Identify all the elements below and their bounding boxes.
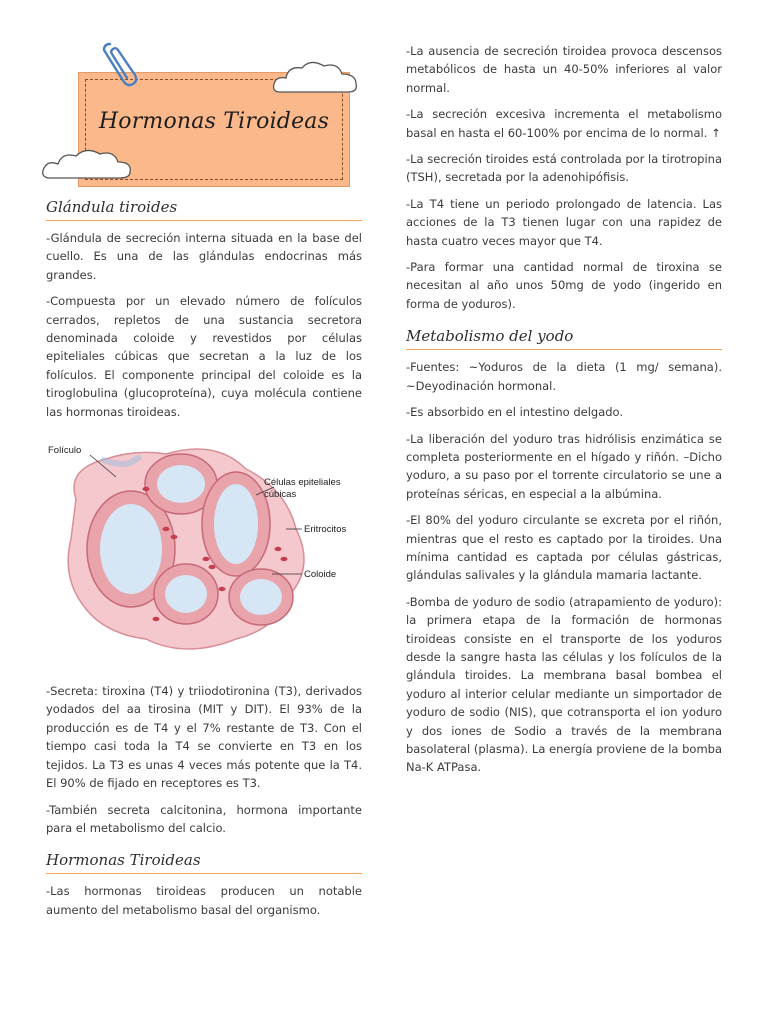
cloud-icon [270, 58, 362, 98]
paragraph: -Las hormonas tiroideas producen un notable aumento del metabolismo basal del organismo. [46, 884, 362, 917]
thyroid-follicle-figure [46, 429, 362, 664]
colloid-shape [240, 579, 282, 615]
right-column [406, 42, 722, 785]
label-celulas-2: cúbicas [264, 489, 297, 501]
paragraph: -Secreta: tiroxina (T4) y triiodotironina (T3), derivados yodados del aa tirosina (MIT y DIT). El 93% de la producción es de T4 y el 7% restante de T3. Con el tiempo casi toda la T4 se convierte en T3 en los tejidos. La T3 es unas 4 veces más potente que la T4. El 90% de fijado en receptores es T3. [46, 684, 362, 791]
section-heading-glandula: Glándula tiroides [46, 198, 362, 221]
paragraph: -Glándula de secreción interna situada en la base del cuello. Es una de las glándulas endocrinas más grandes. [46, 231, 362, 282]
left-column [46, 198, 362, 927]
paragraph: -El 80% del yoduro circulante se excreta por el riñón, mientras que el resto es captado por la tiroides. Una mínima cantidad es captada por células gástricas, glándulas salivales y la glándula mamaria lactante. [406, 513, 722, 583]
paragraph: -Para formar una cantidad normal de tiroxina se necesitan al año unos 50mg de yodo (ingerido en forma de yoduros). [406, 260, 722, 311]
title-banner [40, 40, 360, 190]
cloud-icon [40, 144, 136, 184]
paperclip-icon [98, 40, 142, 88]
label-celulas-1: Células epiteliales [264, 477, 341, 489]
paragraph: -La T4 tiene un periodo prolongado de latencia. Las acciones de la T3 tienen lugar con una rapidez de hasta cuatro veces mayor que T4. [406, 196, 722, 248]
paragraph: -Fuentes: ~Yoduros de la dieta (1 mg/ semana). ~Deyodinación hormonal. [406, 360, 722, 393]
section-heading-hormonas: Hormonas Tiroideas [46, 851, 362, 874]
colloid-shape [157, 465, 205, 503]
paragraph: -La liberación del yoduro tras hidrólisis enzimática se completa posteriormente en el hígado y riñón. –Dicho yoduro, a su paso por el torrente circulatorio se une a proteínas séricas, en especial a la albúmina. [406, 431, 722, 501]
paragraph: -Bomba de yoduro de sodio (atrapamiento de yoduro): la primera etapa de la formación de hormonas tiroideas consiste en el transporte de los yoduros desde la sangre hasta las células y los folículos de la glándula tiroides. La membrana basal bombea el yoduro al interior celular mediante un simportador de yoduro de sodio (NIS), que cotransporta el ion yoduro y dos iones de Sodio a través de la membrana basolateral (plasma). La energía proviene de la bomba Na-K ATPasa. [406, 594, 722, 775]
paragraph: -Compuesta por un elevado número de folículos cerrados, repletos de una sustancia secretora denominada coloide y revestidos por células epiteliales cúbicas que secretan a la luz de los folículos. El componente principal del coloide es la tiroglobulina (glucoproteína), cuya molécula contiene las hormonas tiroideas. [46, 294, 362, 419]
follicle-diagram [46, 429, 362, 664]
paragraph: -Es absorbido en el intestino delgado. [406, 405, 624, 420]
label-coloide: Coloide [304, 569, 337, 581]
section-heading-metabolismo: Metabolismo del yodo [406, 327, 722, 350]
paragraph: -La secreción excesiva incrementa el metabolismo basal en hasta el 60-100% por encima de lo normal. ↑ [406, 107, 722, 140]
paragraph: -La secreción tiroides está controlada por la tirotropina (TSH), secretada por la adenohipófisis. [406, 152, 723, 185]
page-title: Hormonas Tiroideas [98, 109, 330, 134]
colloid-shape [214, 484, 258, 564]
colloid-shape [165, 575, 207, 613]
label-eritrocitos: Eritrocitos [304, 524, 347, 536]
paragraph: -La ausencia de secreción tiroidea provoca descensos metabólicos de hasta un 40-50% inferiores al valor normal. [406, 44, 722, 95]
colloid-shape [100, 504, 162, 594]
paragraph: -También secreta calcitonina, hormona importante para el metabolismo del calcio. [46, 802, 362, 835]
label-foliculo: Folículo [48, 445, 82, 457]
